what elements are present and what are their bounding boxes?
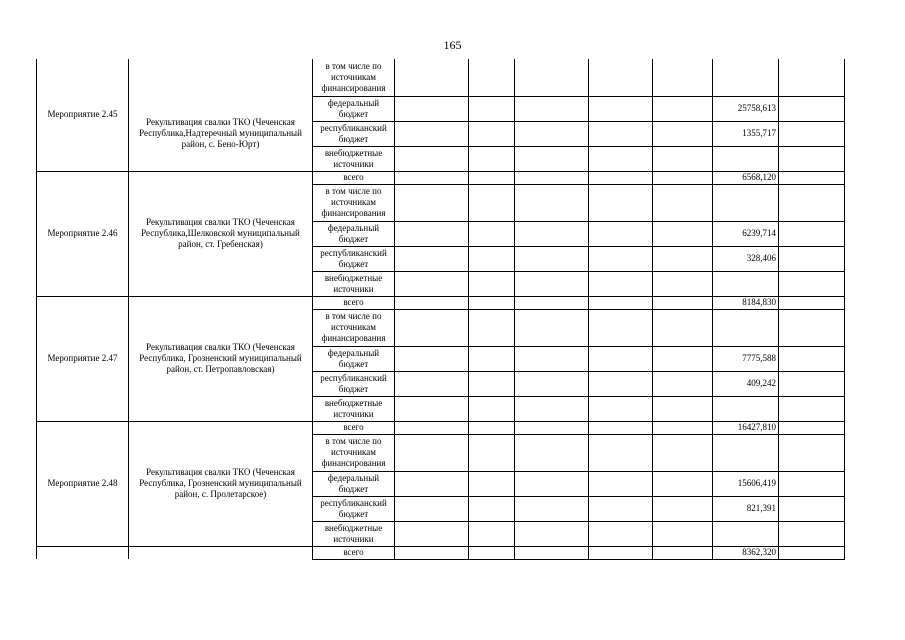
empty-cell xyxy=(469,346,515,371)
empty-cell xyxy=(395,421,469,434)
empty-cell xyxy=(469,271,515,296)
amount-cell xyxy=(713,271,779,296)
event-id: Мероприятие 2.45 xyxy=(37,59,129,171)
empty-cell xyxy=(779,309,845,346)
empty-cell xyxy=(653,346,713,371)
source-cell: республиканский бюджет xyxy=(313,121,395,146)
empty-cell xyxy=(653,59,713,96)
empty-cell xyxy=(469,246,515,271)
source-cell: всего xyxy=(313,171,395,184)
amount-cell xyxy=(713,146,779,171)
empty-cell xyxy=(653,296,713,309)
empty-cell xyxy=(515,346,589,371)
empty-cell xyxy=(779,471,845,496)
empty-cell xyxy=(779,521,845,546)
empty-cell xyxy=(395,221,469,246)
source-cell: внебюджетные источники xyxy=(313,521,395,546)
empty-cell xyxy=(395,521,469,546)
empty-cell xyxy=(589,471,653,496)
amount-cell: 409,242 xyxy=(713,371,779,396)
empty-cell xyxy=(589,146,653,171)
amount-cell: 328,406 xyxy=(713,246,779,271)
empty-cell xyxy=(515,421,589,434)
empty-cell xyxy=(395,171,469,184)
source-cell: федеральный бюджет xyxy=(313,96,395,121)
empty-cell xyxy=(653,271,713,296)
source-cell: республиканский бюджет xyxy=(313,246,395,271)
empty-cell xyxy=(469,221,515,246)
empty-cell xyxy=(515,521,589,546)
amount-cell: 1355,717 xyxy=(713,121,779,146)
empty-cell xyxy=(589,96,653,121)
empty-cell xyxy=(653,496,713,521)
empty-cell xyxy=(779,434,845,471)
empty-cell xyxy=(653,521,713,546)
empty-cell xyxy=(779,121,845,146)
table-row xyxy=(37,296,845,309)
empty-cell xyxy=(515,496,589,521)
table-row xyxy=(37,546,845,559)
empty-cell xyxy=(589,171,653,184)
empty-cell xyxy=(589,271,653,296)
empty-cell xyxy=(779,221,845,246)
empty-cell xyxy=(589,371,653,396)
event-id: Мероприятие 2.48 xyxy=(37,421,129,546)
empty-cell xyxy=(589,246,653,271)
empty-cell xyxy=(469,546,515,559)
empty-cell xyxy=(395,309,469,346)
empty-cell xyxy=(395,96,469,121)
empty-cell xyxy=(469,371,515,396)
empty-cell xyxy=(469,96,515,121)
event-id: Мероприятие 2.46 xyxy=(37,171,129,296)
empty-cell xyxy=(515,371,589,396)
empty-cell xyxy=(515,96,589,121)
empty-cell xyxy=(469,296,515,309)
empty-cell xyxy=(589,184,653,221)
empty-cell xyxy=(653,171,713,184)
empty-cell xyxy=(653,96,713,121)
empty-cell xyxy=(589,421,653,434)
empty-cell xyxy=(395,434,469,471)
empty-cell xyxy=(779,59,845,96)
empty-cell xyxy=(515,396,589,421)
empty-cell xyxy=(589,521,653,546)
empty-cell xyxy=(515,296,589,309)
empty-cell xyxy=(395,496,469,521)
amount-cell: 8362,320 xyxy=(713,546,779,559)
empty-cell xyxy=(653,396,713,421)
event-description: Рекультивация свалки ТКО (Чеченская Республика,Шелковской муниципальный район, ст. Гребенская) xyxy=(129,171,313,296)
source-cell: в том числе по источникам финансирования xyxy=(313,59,395,96)
empty-cell xyxy=(515,546,589,559)
table-body xyxy=(37,59,845,559)
empty-cell xyxy=(779,146,845,171)
amount-cell: 6568,120 xyxy=(713,171,779,184)
empty-cell xyxy=(395,184,469,221)
empty-cell xyxy=(589,396,653,421)
amount-cell xyxy=(713,396,779,421)
empty-cell xyxy=(515,171,589,184)
empty-cell xyxy=(395,146,469,171)
amount-cell xyxy=(713,184,779,221)
empty-cell xyxy=(589,121,653,146)
table-row xyxy=(37,421,845,434)
amount-cell: 821,391 xyxy=(713,496,779,521)
empty-cell xyxy=(469,146,515,171)
empty-cell xyxy=(469,121,515,146)
empty-cell xyxy=(395,471,469,496)
amount-cell xyxy=(713,59,779,96)
event-description: Рекультивация свалки ТКО (Чеченская Республика, Грозненский муниципальный район, ст. Петропавловская) xyxy=(129,296,313,421)
empty-cell xyxy=(395,396,469,421)
empty-cell xyxy=(779,296,845,309)
event-description: Рекультивация свалки ТКО (Чеченская Республика,Надтеречный муниципальный район, с. Бено-Юрт) xyxy=(129,59,313,171)
table-row xyxy=(37,59,845,96)
empty-cell xyxy=(779,396,845,421)
event-description: Рекультивация свалки ТКО (Чеченская Республика, Грозненский муниципальный район, с. Пролетарское) xyxy=(129,421,313,546)
empty-cell xyxy=(515,184,589,221)
empty-cell xyxy=(469,496,515,521)
empty-cell xyxy=(589,546,653,559)
amount-cell xyxy=(713,434,779,471)
source-cell: республиканский бюджет xyxy=(313,496,395,521)
empty-cell xyxy=(589,221,653,246)
source-cell: всего xyxy=(313,421,395,434)
empty-cell xyxy=(469,521,515,546)
empty-cell xyxy=(653,546,713,559)
empty-cell xyxy=(469,421,515,434)
amount-cell xyxy=(713,521,779,546)
empty-cell xyxy=(395,271,469,296)
empty-cell xyxy=(469,59,515,96)
source-cell: внебюджетные источники xyxy=(313,396,395,421)
amount-cell: 16427,810 xyxy=(713,421,779,434)
amount-cell: 6239,714 xyxy=(713,221,779,246)
empty-cell xyxy=(515,246,589,271)
empty-cell xyxy=(515,221,589,246)
source-cell: всего xyxy=(313,546,395,559)
event-id: Мероприятие 2.47 xyxy=(37,296,129,421)
empty-cell xyxy=(395,246,469,271)
empty-cell xyxy=(589,309,653,346)
source-cell: внебюджетные источники xyxy=(313,271,395,296)
source-cell: федеральный бюджет xyxy=(313,471,395,496)
amount-cell: 8184,830 xyxy=(713,296,779,309)
source-cell: в том числе по источникам финансирования xyxy=(313,434,395,471)
empty-cell xyxy=(395,296,469,309)
empty-cell xyxy=(515,121,589,146)
empty-cell xyxy=(779,371,845,396)
empty-cell xyxy=(589,496,653,521)
amount-cell xyxy=(713,309,779,346)
empty-cell xyxy=(653,146,713,171)
empty-cell xyxy=(779,184,845,221)
source-cell: в том числе по источникам финансирования xyxy=(313,184,395,221)
empty-cell xyxy=(395,121,469,146)
empty-cell xyxy=(515,471,589,496)
empty-cell xyxy=(653,421,713,434)
empty-cell xyxy=(653,309,713,346)
empty-cell xyxy=(653,221,713,246)
empty-cell xyxy=(653,471,713,496)
empty-cell xyxy=(469,171,515,184)
empty-cell xyxy=(779,271,845,296)
table-row xyxy=(37,171,845,184)
empty-cell xyxy=(779,171,845,184)
empty-cell xyxy=(779,421,845,434)
empty-cell xyxy=(515,434,589,471)
budget-table xyxy=(36,59,845,560)
empty-cell xyxy=(653,246,713,271)
empty-cell xyxy=(469,434,515,471)
empty-cell xyxy=(653,184,713,221)
empty-cell xyxy=(469,309,515,346)
amount-cell: 25758,613 xyxy=(713,96,779,121)
empty-cell xyxy=(37,546,129,559)
empty-cell xyxy=(589,434,653,471)
source-cell: всего xyxy=(313,296,395,309)
empty-cell xyxy=(129,546,313,559)
empty-cell xyxy=(589,59,653,96)
empty-cell xyxy=(779,346,845,371)
empty-cell xyxy=(515,146,589,171)
empty-cell xyxy=(589,346,653,371)
empty-cell xyxy=(779,246,845,271)
empty-cell xyxy=(469,471,515,496)
empty-cell xyxy=(653,371,713,396)
empty-cell xyxy=(653,434,713,471)
empty-cell xyxy=(779,496,845,521)
empty-cell xyxy=(515,309,589,346)
source-cell: республиканский бюджет xyxy=(313,371,395,396)
source-cell: федеральный бюджет xyxy=(313,346,395,371)
empty-cell xyxy=(653,121,713,146)
source-cell: федеральный бюджет xyxy=(313,221,395,246)
empty-cell xyxy=(779,546,845,559)
amount-cell: 7775,588 xyxy=(713,346,779,371)
source-cell: в том числе по источникам финансирования xyxy=(313,309,395,346)
amount-cell: 15606,419 xyxy=(713,471,779,496)
empty-cell xyxy=(395,59,469,96)
empty-cell xyxy=(469,184,515,221)
empty-cell xyxy=(515,271,589,296)
empty-cell xyxy=(395,546,469,559)
page-number: 165 xyxy=(443,38,462,52)
empty-cell xyxy=(395,371,469,396)
empty-cell xyxy=(515,59,589,96)
empty-cell xyxy=(589,296,653,309)
empty-cell xyxy=(395,346,469,371)
empty-cell xyxy=(469,396,515,421)
source-cell: внебюджетные источники xyxy=(313,146,395,171)
empty-cell xyxy=(779,96,845,121)
